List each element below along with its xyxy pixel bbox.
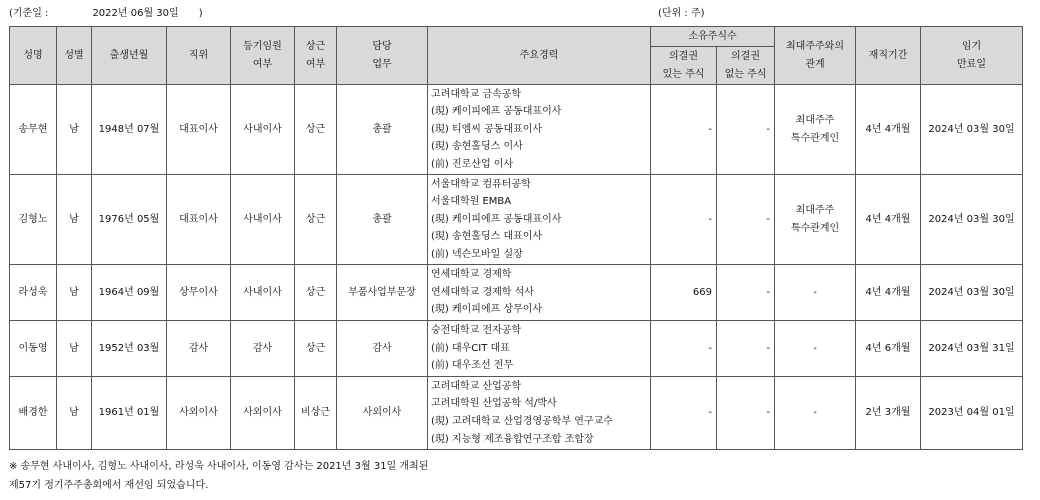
col-nonvoting: 의결권 없는 주식 [717,47,775,85]
cell-registered: 사외이사 [231,377,295,450]
col-gender: 성별 [57,27,92,85]
cell-career [428,85,651,175]
table-row [10,321,1023,377]
basis-date-line [9,4,203,19]
header-row-1 [10,27,1023,47]
footnote-line-2: 제57기 정기주주총회에서 재선임 되었습니다. [9,480,209,491]
relation-line: 최대주주 [795,204,835,216]
cell-voting: - [651,321,717,377]
career-line: 숭전대학교 전자공학 [431,325,522,337]
cell-relation [775,175,856,265]
cell-gender: 남 [57,265,92,321]
cell-tenure: 2년 3개월 [856,377,921,450]
basis-date: 2022년 06월 30일 [92,8,179,19]
career-line: (現) 케이피에프 상무이사 [431,304,543,316]
cell-duty: 부품사업부문장 [337,265,428,321]
career-line: (現) 고려대학교 산업경영공학부 연구교수 [431,416,613,427]
career-line: 연세대학교 경제학 석사 [431,286,534,298]
career-line: (前) 대우CIT 대표 [431,342,510,354]
cell-registered: 감사 [231,321,295,377]
cell-name: 라성욱 [10,265,57,321]
cell-tenure: 4년 4개월 [856,175,921,265]
col-relation: 최대주주와의 관계 [775,27,856,85]
cell-tenure: 4년 4개월 [856,265,921,321]
executives-table [9,26,1023,450]
cell-registered: 사내이사 [231,85,295,175]
cell-position: 감사 [167,321,231,377]
cell-term: 2024년 03월 30일 [921,85,1023,175]
cell-fulltime: 비상근 [295,377,337,450]
cell-position: 대표이사 [167,85,231,175]
cell-nonvoting: - [717,265,775,321]
basis-close: ) [198,8,203,19]
cell-birth: 1961년 01월 [92,377,167,450]
col-name: 성명 [10,27,57,85]
cell-birth: 1964년 09월 [92,265,167,321]
career-line: (現) 송현홀딩스 대표이사 [431,231,543,243]
table-row [10,175,1023,265]
cell-voting: 669 [651,265,717,321]
cell-fulltime: 상근 [295,321,337,377]
cell-position: 대표이사 [167,175,231,265]
career-line: (前) 대우조선 전무 [431,360,514,372]
cell-nonvoting: - [717,85,775,175]
career-line: (現) 케이피에프 공동대표이사 [431,106,562,118]
cell-career [428,265,651,321]
career-line: (現) 지능형 제조융합연구조합 조합장 [431,433,594,445]
cell-gender: 남 [57,321,92,377]
relation-line: 최대주주 [795,114,835,126]
cell-relation [775,265,856,321]
career-line: (前) 넥슨모바일 실장 [431,248,523,260]
career-line: 연세대학교 경제학 [431,269,512,281]
basis-label: (기준일 : [9,8,49,19]
career-line: (現) 티엠씨 공동대표이사 [431,123,543,135]
cell-name: 이동영 [10,321,57,377]
table-row [10,265,1023,321]
cell-birth: 1976년 05월 [92,175,167,265]
relation-line: 특수관계인 [790,132,840,144]
cell-career [428,377,651,450]
cell-registered: 사내이사 [231,175,295,265]
cell-relation [775,377,856,450]
cell-nonvoting: - [717,175,775,265]
col-career: 주요경력 [428,27,651,85]
career-line: 고려대학원 산업공학 석/박사 [431,398,557,410]
table-row [10,377,1023,450]
col-shares-group: 소유주식수 [651,27,775,47]
cell-birth: 1948년 07월 [92,85,167,175]
career-line: 고려대학교 금속공학 [431,88,522,100]
col-position: 직위 [167,27,231,85]
cell-gender: 남 [57,377,92,450]
cell-voting: - [651,85,717,175]
cell-nonvoting: - [717,377,775,450]
cell-duty: 사외이사 [337,377,428,450]
career-line: (現) 케이피에프 공동대표이사 [431,213,562,225]
cell-nonvoting: - [717,321,775,377]
cell-name: 송무현 [10,85,57,175]
cell-fulltime: 상근 [295,175,337,265]
cell-term: 2023년 04월 01일 [921,377,1023,450]
cell-term: 2024년 03월 30일 [921,175,1023,265]
cell-tenure: 4년 4개월 [856,85,921,175]
career-line: 서울대학원 EMBA [431,196,512,208]
cell-duty: 감사 [337,321,428,377]
cell-relation [775,321,856,377]
career-line: (現) 송현홀딩스 이사 [431,141,523,153]
cell-term: 2024년 03월 30일 [921,265,1023,321]
career-line: (前) 진로산업 이사 [431,158,514,170]
cell-voting: - [651,175,717,265]
cell-duty: 총괄 [337,85,428,175]
cell-tenure: 4년 6개월 [856,321,921,377]
unit-label: (단위 : 주) [658,8,705,19]
cell-fulltime: 상근 [295,85,337,175]
col-registered: 등기임원 여부 [231,27,295,85]
career-line: 고려대학교 산업공학 [431,380,522,392]
col-duty: 담당 업무 [337,27,428,85]
cell-gender: 남 [57,175,92,265]
cell-career [428,321,651,377]
table-row [10,85,1023,175]
cell-position: 사외이사 [167,377,231,450]
col-birth: 출생년월 [92,27,167,85]
cell-gender: 남 [57,85,92,175]
cell-registered: 사내이사 [231,265,295,321]
col-voting: 의결권 있는 주식 [651,47,717,85]
col-tenure: 재직기간 [856,27,921,85]
cell-name: 김형노 [10,175,57,265]
relation-line: 특수관계인 [790,222,840,234]
relation-line: - [813,342,817,354]
cell-relation [775,85,856,175]
cell-voting: - [651,377,717,450]
cell-position: 상무이사 [167,265,231,321]
cell-career [428,175,651,265]
col-fulltime: 상근 여부 [295,27,337,85]
career-line: 서울대학교 컴퓨터공학 [431,178,531,190]
footnote-line-1: ※ 송무현 사내이사, 김형노 사내이사, 라성욱 사내이사, 이동영 감사는 2021년 3월 31일 개최된 [9,461,429,472]
cell-fulltime: 상근 [295,265,337,321]
relation-line: - [813,286,817,298]
cell-term: 2024년 03월 31일 [921,321,1023,377]
col-term: 임기 만료일 [921,27,1023,85]
relation-line: - [813,407,817,418]
cell-birth: 1952년 03월 [92,321,167,377]
cell-duty: 총괄 [337,175,428,265]
cell-name: 배경한 [10,377,57,450]
